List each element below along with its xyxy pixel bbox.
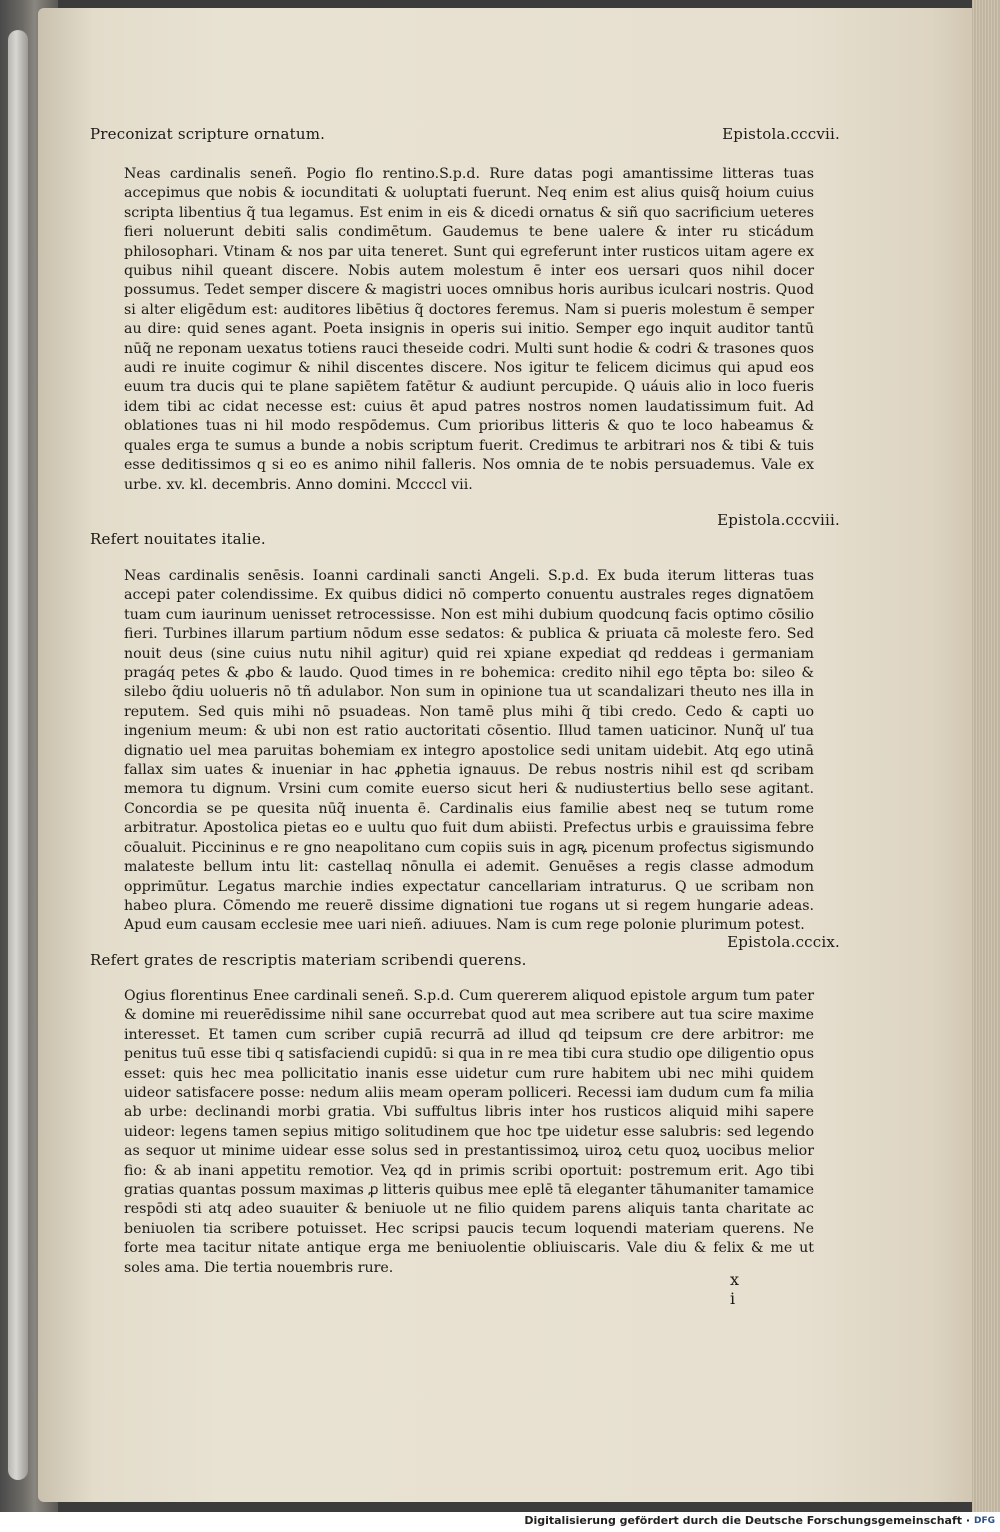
footer-credit: Digitalisierung gefördert durch die Deutsche Forschungsgemeinschaft · <box>524 1514 970 1527</box>
letter-308-text: Neas cardinalis senēsis. Ioanni cardinali sancti Angeli. S.p.d. Ex buda iterum litteras tuas accepi pater colendissime. Ex quibus didici nō comperto conuentu australes reges dignatōem tuam cum iaurinum uenisset retrocessisse. Non est mihi dubium quodcunq facis optimo cōsilio fieri. Turbines illarum partium nōdum esse sedatos: & publica & priuata cā moleste fero. Sed nouit deus (sine cuius nutu nihil agitur) quid rei xpiane expediat qd reddeas i germaniam pragáq petes & ꝓbo & laudo. Quod times in re bohemica: credito nihil ego tēpta bo: sileo & silebo q̃diu uolueris nō tñ adulabor. Non sum in opinione tua ut scandalizari theuto nes illa in reputem. Sed quis mihi nō psuadeas. Non tamē plus mihi q̃ tibi credo. Cedo & capti uo ingenium meum: & ubi non est ratio auctoritati cōsentio. Illud tamen uaticinor. Nunq̃ uľ tua dignatio uel mea paruitas bohemiam ex integro apostolice sedi unitam uidebit. Atq ego utinā fallax sim uates & inueniar in hac ꝓphetia ignauus. De rebus nostris nihil est qd scribam memora tu dignum. Vrsini cum comite euerso sicut heri & nudiustertius bello sese agitant. Concordia se pe quesita nūq̃ inuenta ē. Cardinalis eius familie abest neq se tutum rome arbitratur. Apostolica pietas eo e uultu quo fuit dum abiisti. Prefectus urbis e grauissima febre cōualuit. Piccininus e re gno neapolitano cum copiis suis in agꝶ picenum profectus sigismundo malateste bellum intu lit: castellaq nōnulla ei ademit. Genuēses a regis classe admodum opprimūtur. Legatus marchie indies expectatur cancellariam intraturus. Q ue scribam non habeo plura. Cōmendo me reuerē dissime dignationi tue rogans ut si regem hungarie adeas. Apud eum causam ecclesie mee uari nieñ. adiuues. Nam is cum rege polonie plurimum potest. <box>124 568 814 934</box>
page-signature: x i <box>730 1270 762 1308</box>
left-page-edge <box>8 30 28 1480</box>
page-edges <box>972 0 1000 1512</box>
letter-308-body <box>124 567 814 936</box>
heading-letter-309: Refert grates de rescriptis materiam scribendi querens. <box>90 951 527 969</box>
epistola-number-309: Epistola.cccix. <box>727 933 840 951</box>
letter-307-body <box>124 165 814 495</box>
footer-bar <box>0 1512 1000 1532</box>
letter-309-body <box>124 987 814 1278</box>
epistola-number-307: Epistola.cccvii. <box>722 125 840 143</box>
letter-307-text: Neas cardinalis seneñ. Pogio flo rentino.S.p.d. Rure datas pogi amantissime litteras tuas accepimus que nobis & iocunditati & uoluptati fuerunt. Neq enim est alius quisq̃ hoium cuius scripta libentius q̃ tua legamus. Est enim in eis & dicedi ornatus & siñ quo sacrificium ueteres fieri noluerunt debiti salis condimētum. Gaudemus te bene ualere & inter ru sticádum philosophari. Vtinam & nos par uita teneret. Sunt qui egreferunt inter rusticos uitam agere ex quibus nihil queant discere. Nobis autem molestum ē inter eos uersari quos nihil docer possumus. Tedet semper discere & magistri uoces omnibus horis auribus iculcari nostris. Quod si alter eligēdum est: auditores libētius q̃ doctores feremus. Nam si pueris molestum ē semper au dire: quid senes agant. Poeta insignis in operis sui initio. Semper ego inquit auditor tantū nūq̃ ne reponam uexatus totiens rauci theseide codri. Multi sunt hodie & codri & trasones quos audi re inuite cogimur & nihil discentes discere. Nos igitur te felicem dicimus qui apud eos euum tra ducis qui te plane sapiētem fatētur & audiunt percupide. Q uáuis alio in loco fueris idem tibi ac cidat necesse est: cuius ēt apud patres nostros nomen laudatissimum fuit. Ad oblationes tuas ni hil modo respōdemus. Cum prioribus litteris & quo te loco habeamus & quales erga te sumus a bunde a nobis scriptum fuerit. Credimus te arbitrari nos & tibi & tuis esse deditissimos q si eo es animo nihil falleris. Nos omnia de te nobis persuademus. Vale ex urbe. xv. kl. decembris. Anno domini. Mccccl vii. <box>124 166 814 493</box>
letter-309-text: Ogius florentinus Enee cardinali seneñ. S.p.d. Cum quererem aliquod epistole argum tum pater & domine mi reuerēdissime nihil sane occurrebat quod aut mea scribere aut tua scire maxime interesset. Et tamen cum scriber cupiā recurrā ad illud qd teipsum cre dere arbitror: me penitus tuū esse tibi q satisfaciendi cupidū: si qua in re mea tibi cura studio ope diligentio opus esset: quis hec mea pollicitatio inanis esse uidetur cum rure habitem ubi nec mihi quidem uideor satisfacere posse: nedum aliis meam operam polliceri. Recessi iam dudum cum fa milia ab urbe: declinandi morbi gratia. Vbi suffultus libris inter hos rusticos aliquid mihi sapere uideor: legens tamen sepius mitigo solitudinem que hoc tpe uidetur esse salubris: sed legendo as sequor ut minime uidear esse solus sed in prestantissimoꝝ uiroꝝ cetu quoꝝ uocibus melior fio: & ab inani appetitu remotior. Veꝝ qd in primis scribi oportuit: postremum erit. Ago tibi gratias quantas possum maximas ꝓ litteris quibus mee eplē tā eleganter tāhumaniter tamamice respōdi sti atq adeo suauiter & beniuole ut ne filio quidem parens aliquis tanta charitate ac beniuolen tia scribere potuisset. Hec scripsi paucis tecum loquendi materiam querens. Ne forte mea tacitur nitate antique erga me beniuolentie obliuiscaris. Vale diu & felix & me ut soles ama. Die tertia nouembris rure. <box>124 988 814 1276</box>
epistola-number-308: Epistola.cccviii. <box>717 511 840 529</box>
heading-letter-308: Refert nouitates italie. <box>90 530 266 548</box>
dfg-logo-icon: DFG <box>974 1516 996 1526</box>
document-page <box>38 8 978 1502</box>
heading-letter-307: Preconizat scripture ornatum. <box>90 125 326 143</box>
